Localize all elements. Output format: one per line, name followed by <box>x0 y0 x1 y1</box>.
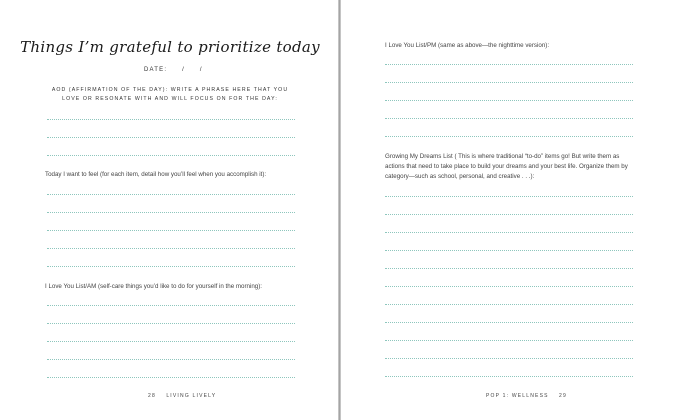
writing-line <box>385 82 633 83</box>
writing-line <box>47 323 295 324</box>
writing-line <box>385 196 633 197</box>
writing-line <box>47 266 295 267</box>
date-label: DATE: <box>144 67 168 73</box>
writing-line <box>385 322 633 323</box>
writing-line <box>47 377 295 378</box>
writing-line <box>385 268 633 269</box>
page-number: 28 <box>148 393 156 399</box>
page-title: Things I’m grateful to prioritize today <box>20 38 320 56</box>
date-separator: / <box>199 67 203 73</box>
dreams-list-prompt: Growing My Dreams List ( This is where traditional “to-do” items go! But write them as actions that need to take place to build your dreams and your best life. Organize them by category—such as school, personal, and creative . . .): <box>385 153 628 180</box>
writing-line <box>47 248 295 249</box>
writing-line <box>385 304 633 305</box>
writing-line <box>47 341 295 342</box>
writing-line <box>385 250 633 251</box>
date-field <box>144 67 203 73</box>
am-list-prompt: I Love You List/AM (self-care things you’d like to do for yourself in the morning): <box>45 283 263 290</box>
writing-line <box>385 118 633 119</box>
writing-line <box>385 100 633 101</box>
writing-line <box>47 155 295 156</box>
running-title: POP 1: WELLNESS <box>486 393 549 399</box>
page-footer <box>148 393 216 399</box>
writing-line <box>385 340 633 341</box>
writing-line <box>47 194 295 195</box>
affirmation-prompt: AOD (AFFIRMATION OF THE DAY): WRITE A PHRASE HERE THAT YOU LOVE OR RESONATE WITH AND WILL FOCUS ON FOR THE DAY: <box>51 87 289 102</box>
feel-prompt: Today I want to feel (for each item, detail how you’ll feel when you accomplish it): <box>45 171 267 178</box>
pm-list-prompt: I Love You List/PM (same as above—the nighttime version): <box>385 42 550 49</box>
writing-line <box>385 136 633 137</box>
writing-line <box>385 376 633 377</box>
date-separator: / <box>182 67 185 73</box>
writing-line <box>47 137 295 138</box>
page-footer <box>486 393 567 399</box>
running-title: LIVING LIVELY <box>166 393 217 399</box>
writing-line <box>385 232 633 233</box>
writing-line <box>47 359 295 360</box>
right-page <box>340 0 679 420</box>
page-number: 29 <box>559 393 567 399</box>
writing-line <box>47 212 295 213</box>
writing-line <box>47 230 295 231</box>
writing-line <box>47 305 295 306</box>
writing-line <box>385 286 633 287</box>
writing-line <box>47 119 295 120</box>
writing-line <box>385 64 633 65</box>
writing-line <box>385 214 633 215</box>
writing-line <box>385 358 633 359</box>
